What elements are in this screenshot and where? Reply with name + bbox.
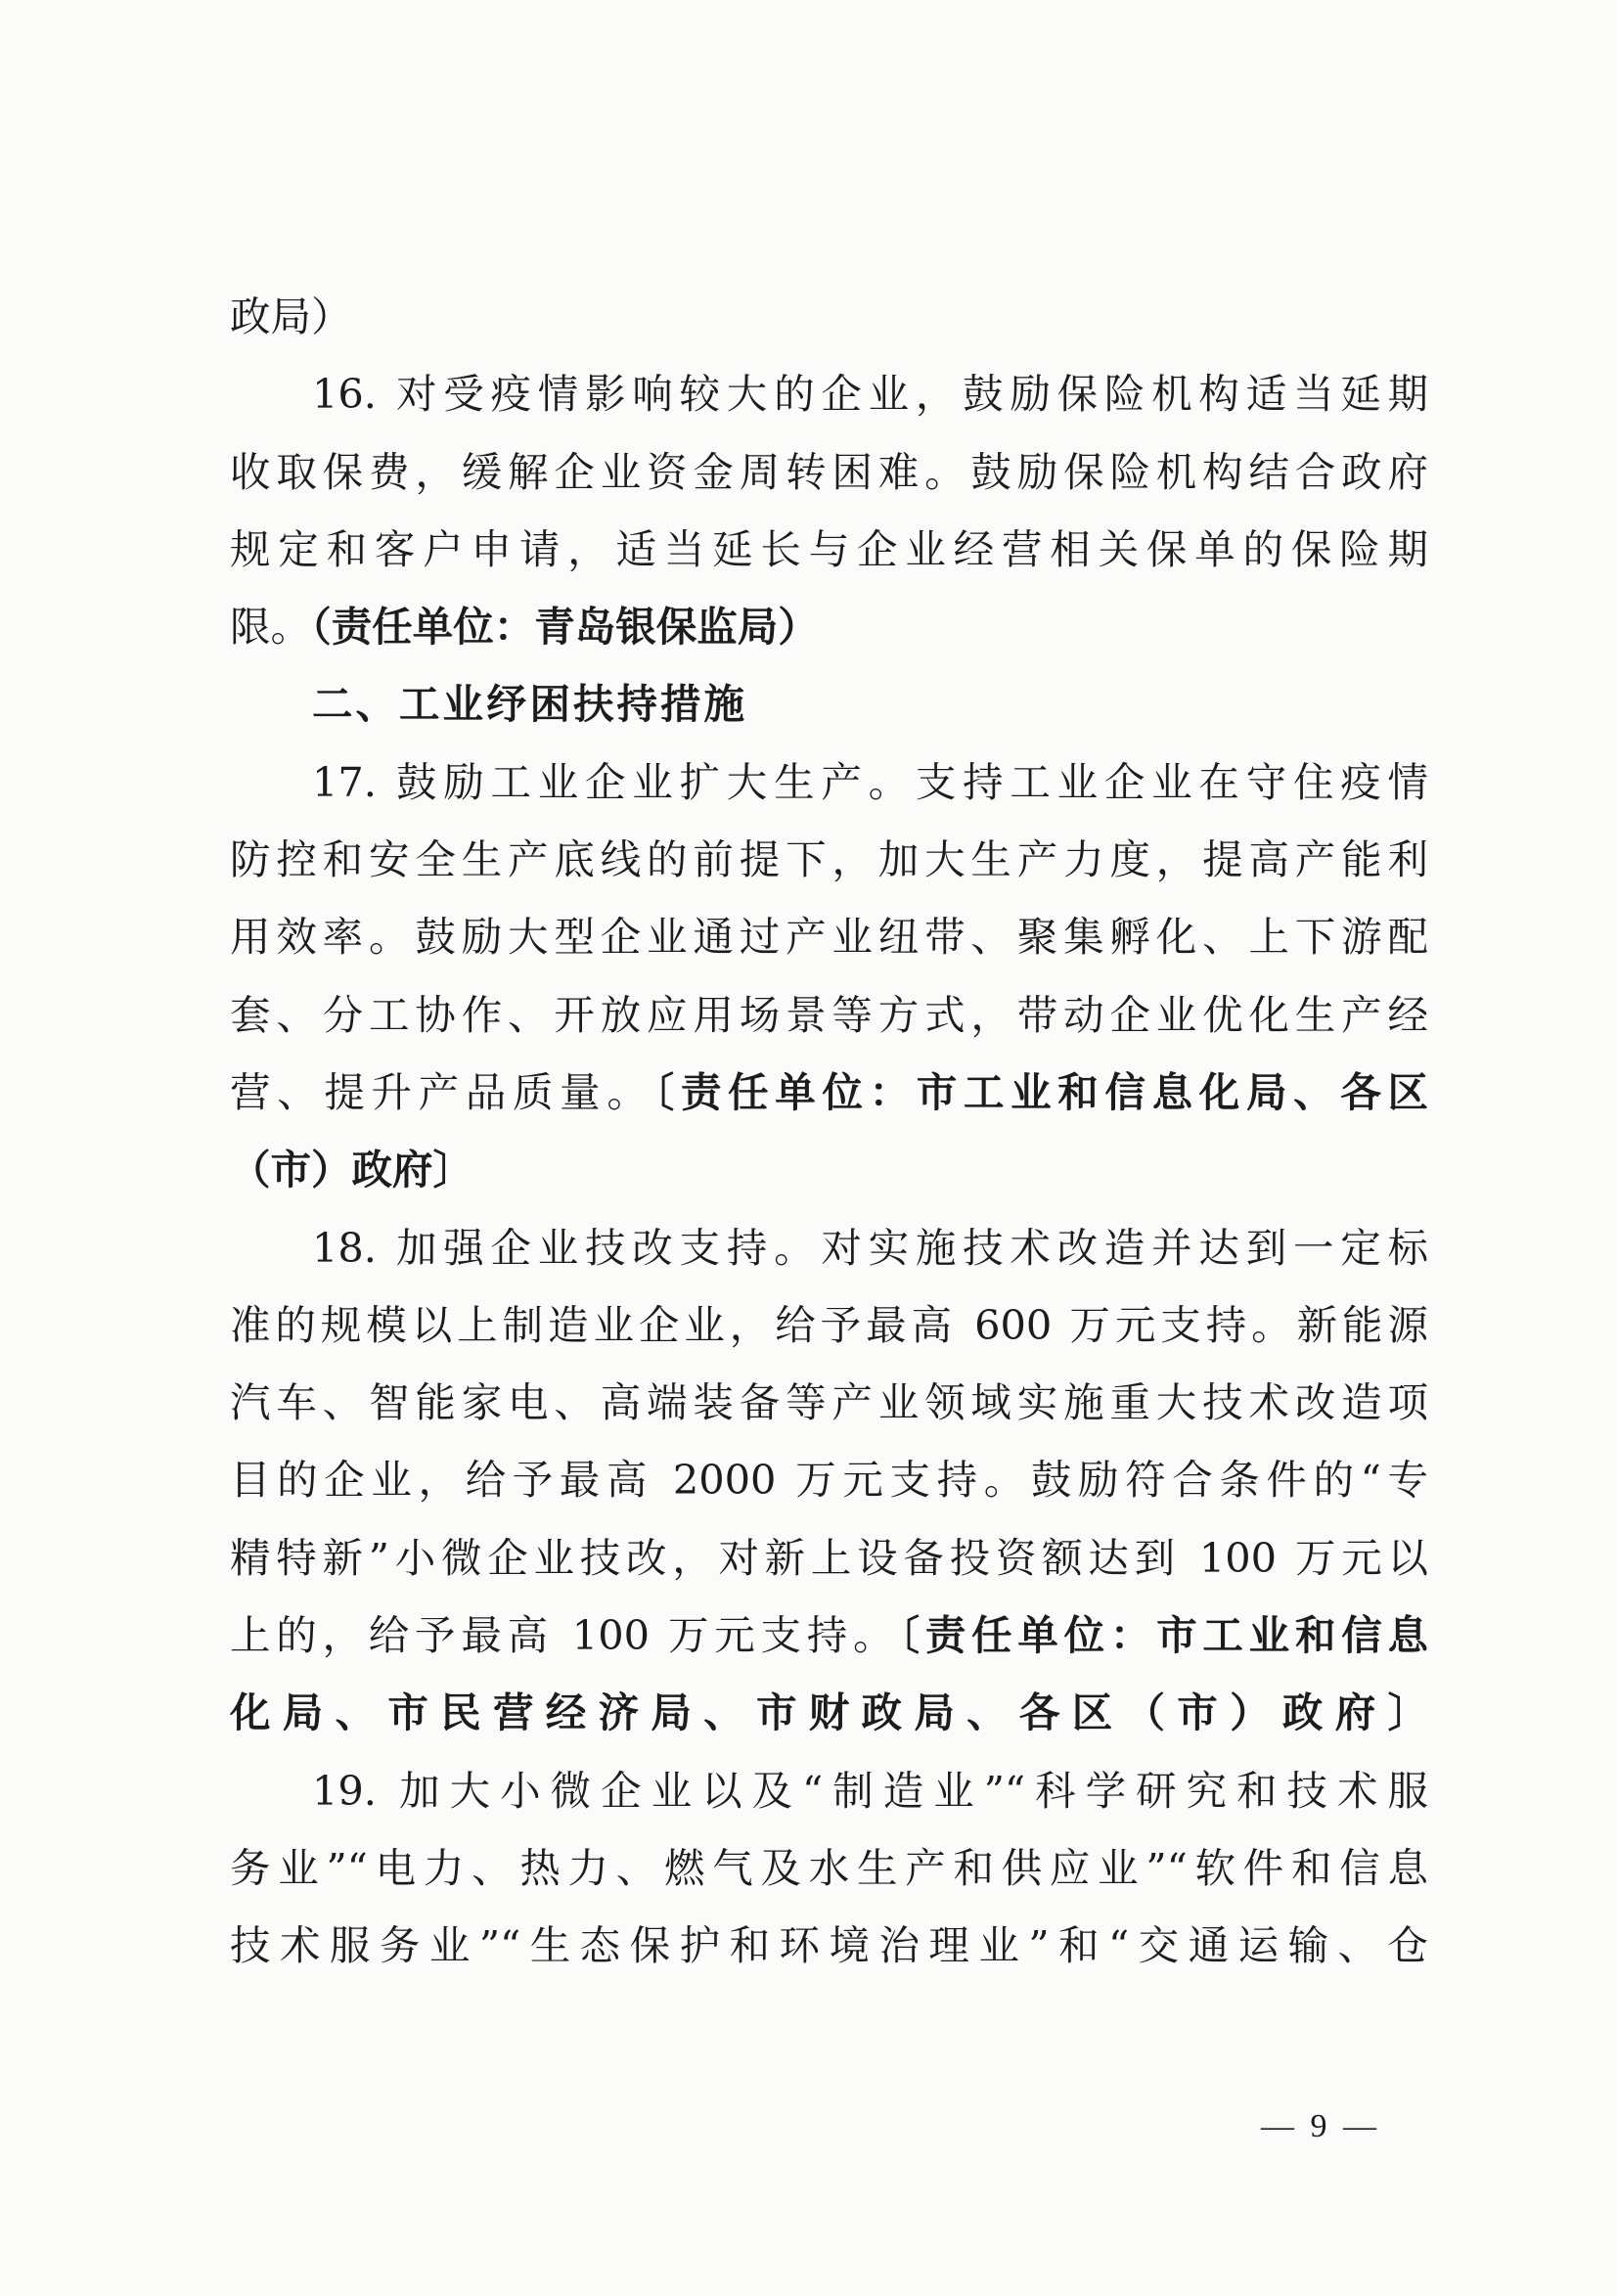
paragraph-line [230, 1674, 1428, 1751]
paragraph-line [230, 1829, 1428, 1907]
page-number: — 9 — [1261, 2108, 1380, 2144]
responsible-unit-text: 二、工业纾困扶持措施 [312, 680, 748, 729]
body-text: 上的，给予最高 100 万元支持。 [230, 1611, 900, 1660]
paragraph-line [230, 976, 1428, 1054]
body-text: 18. 加强企业技改支持。对实施技术改造并达到一定标 [312, 1223, 1428, 1272]
paragraph-line [230, 1752, 1428, 1829]
paragraph-line [230, 821, 1428, 898]
paragraph-line [230, 1209, 1428, 1286]
document-body [230, 278, 1428, 1985]
paragraph-line [230, 1519, 1428, 1597]
responsible-unit-text: 〔责任单位：市工业和信息 [899, 1611, 1428, 1660]
paragraph-line [230, 1364, 1428, 1441]
paragraph-line [230, 588, 1428, 665]
paragraph-line [230, 743, 1428, 821]
paragraph-line [230, 1131, 1428, 1208]
body-text: 17. 鼓励工业企业扩大生产。支持工业企业在守住疫情 [312, 757, 1428, 806]
body-text: 准的规模以上制造业企业，给予最高 600 万元支持。新能源 [230, 1300, 1428, 1349]
body-text: 19. 加大小微企业以及“制造业”“科学研究和技术服 [312, 1766, 1428, 1815]
paragraph-line [230, 1441, 1428, 1518]
body-text: 用效率。鼓励大型企业通过产业纽带、聚集孵化、上下游配 [230, 913, 1428, 962]
body-text: 收取保费，缓解企业资金周转困难。鼓励保险机构结合政府 [230, 447, 1428, 496]
body-text: 限。 [230, 603, 312, 652]
body-text: 套、分工协作、开放应用场景等方式，带动企业优化生产经 [230, 990, 1428, 1039]
paragraph-line [230, 355, 1428, 432]
responsible-unit-text: 〔责任单位：市工业和信息化局、各区 [653, 1067, 1428, 1116]
paragraph-line [230, 1286, 1428, 1364]
section-heading [230, 665, 1428, 743]
paragraph-line [230, 433, 1428, 511]
body-text: 目的企业，给予最高 2000 万元支持。鼓励符合条件的“专 [230, 1456, 1428, 1505]
body-text: 精特新”小微企业技改，对新上设备投资额达到 100 万元以 [230, 1533, 1428, 1582]
body-text: 规定和客户申请，适当延长与企业经营相关保单的保险期 [230, 524, 1428, 573]
body-text: 16. 对受疫情影响较大的企业，鼓励保险机构适当延期 [312, 370, 1428, 419]
body-text: 汽车、智能家电、高端装备等产业领域实施重大技术改造项 [230, 1378, 1428, 1427]
body-text: 防控和安全生产底线的前提下，加大生产力度，提高产能利 [230, 835, 1428, 884]
paragraph-line [230, 1907, 1428, 1984]
responsible-unit-text: 化局、市民营经济局、市财政局、各区（市）政府〕 [230, 1688, 1428, 1737]
responsible-unit-text: （市）政府〕 [230, 1146, 474, 1194]
paragraph-line [230, 511, 1428, 588]
paragraph-line [230, 278, 1428, 355]
body-text: 营、提升产品质量。 [230, 1067, 654, 1116]
paragraph-line [230, 1054, 1428, 1131]
paragraph-line [230, 898, 1428, 975]
paragraph-line [230, 1597, 1428, 1674]
body-text: 务业”“电力、热力、燃气及水生产和供应业”“软件和信息 [230, 1843, 1428, 1892]
responsible-unit-text: （责任单位：青岛银保监局） [311, 603, 819, 652]
body-text: 政局） [230, 293, 352, 340]
body-text: 技术服务业”“生态保护和环境治理业”和“交通运输、仓 [230, 1921, 1428, 1970]
